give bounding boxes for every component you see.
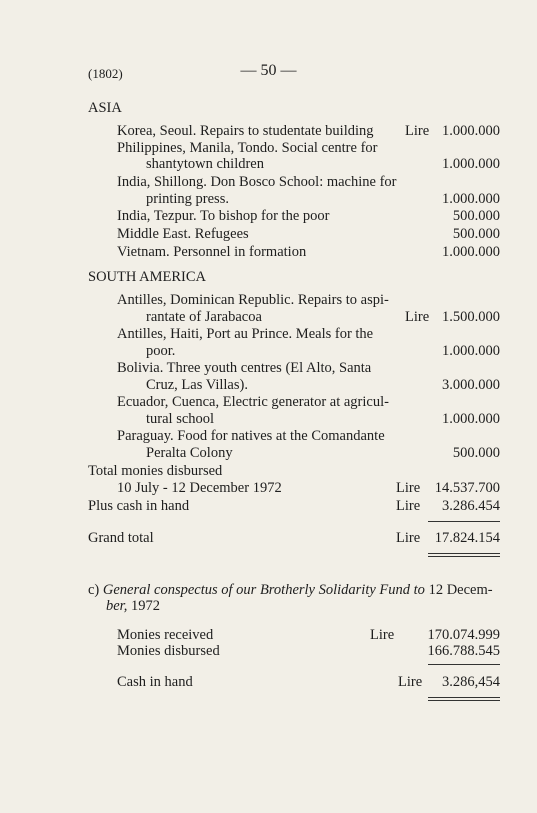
sa-item-2-line-1: Antilles, Haiti, Port au Prince. Meals for the	[117, 326, 374, 342]
sa-item-3-amount: 3.000.000	[442, 377, 500, 393]
monies-received-amount: 170.074.999	[427, 627, 500, 643]
page-number: — 50 —	[240, 62, 297, 79]
asia-item-4-line-1: India, Tezpur. To bishop for the poor	[117, 208, 330, 224]
cash-final-rule-2	[428, 700, 500, 701]
conspectus-prefix: c)	[88, 582, 100, 598]
sa-item-3-line-2: Cruz, Las Villas).	[146, 377, 248, 393]
sa-item-2-amount: 1.000.000	[442, 343, 500, 359]
cash-in-hand-amount: 3.286.454	[442, 498, 500, 514]
asia-item-5-amount: 500.000	[452, 226, 500, 242]
total-rule	[428, 521, 500, 522]
asia-item-2-line-2: shantytown children	[146, 156, 264, 172]
conspectus-title-line-1	[88, 582, 493, 599]
sa-item-4-line-1: Ecuador, Cuenca, Electric generator at agricul-	[117, 394, 389, 410]
asia-item-1-currency: Lire	[405, 123, 430, 139]
asia-item-2-amount: 1.000.000	[442, 156, 500, 172]
cash-in-hand-final-currency: Lire	[398, 674, 423, 690]
sa-item-1-line-2: rantate of Jarabacoa	[146, 309, 262, 325]
section-title-asia: ASIA	[88, 100, 122, 116]
sa-item-2-line-2: poor.	[146, 343, 176, 359]
grand-total-amount: 17.824.154	[434, 530, 500, 546]
sa-item-1-line-1: Antilles, Dominican Republic. Repairs to aspi-	[117, 292, 389, 308]
asia-item-4-amount: 500.000	[452, 208, 500, 224]
monies-disbursed-amount: 166.788.545	[427, 643, 500, 659]
sa-item-4-line-2: tural school	[146, 411, 215, 427]
sa-item-5-amount: 500.000	[452, 445, 500, 461]
conspectus-rule	[428, 664, 500, 665]
monies-received-label: Monies received	[117, 627, 214, 643]
asia-item-3-amount: 1.000.000	[442, 191, 500, 207]
monies-received-currency: Lire	[370, 627, 395, 643]
asia-item-6-amount: 1.000.000	[442, 244, 500, 260]
monies-disbursed-label: Monies disbursed	[117, 643, 220, 659]
sa-item-1-amount: 1.500.000	[442, 309, 500, 325]
asia-item-6-line-1: Vietnam. Personnel in formation	[117, 244, 307, 260]
grand-total-label: Grand total	[88, 530, 154, 546]
cash-in-hand-final-amount: 3.286,454	[442, 674, 500, 690]
asia-item-3-line-1: India, Shillong. Don Bosco School: machine for	[117, 174, 397, 190]
document-number: (1802)	[88, 66, 123, 81]
conspectus-title-year: 1972	[130, 598, 160, 614]
asia-item-1-line-1: Korea, Seoul. Repairs to studentate building	[117, 123, 374, 139]
sa-item-1-currency: Lire	[405, 309, 430, 325]
total-disbursed-label: Total monies disbursed	[88, 463, 223, 479]
sa-item-4-amount: 1.000.000	[442, 411, 500, 427]
conspectus-title-italic: General conspectus of our Brotherly Solidarity Fund to	[102, 582, 425, 598]
total-disbursed-period: 10 July - 12 December 1972	[117, 480, 282, 496]
grand-total-rule-1	[428, 553, 500, 554]
cash-in-hand-label: Plus cash in hand	[88, 498, 190, 514]
asia-item-1-amount: 1.000.000	[442, 123, 500, 139]
cash-final-rule-1	[428, 697, 500, 698]
conspectus-title-italic-2: ber,	[106, 598, 128, 614]
conspectus-title-date: 12 Decem-	[428, 582, 493, 598]
cash-in-hand-final-label: Cash in hand	[117, 674, 193, 690]
sa-item-3-line-1: Bolivia. Three youth centres (El Alto, Santa	[117, 360, 372, 376]
sa-item-5-line-1: Paraguay. Food for natives at the Comandante	[117, 428, 385, 444]
conspectus-title-line-2	[106, 598, 160, 615]
grand-total-rule-2	[428, 556, 500, 557]
cash-in-hand-currency: Lire	[396, 498, 421, 514]
asia-item-2-line-1: Philippines, Manila, Tondo. Social centre for	[117, 140, 378, 156]
sa-item-5-line-2: Peralta Colony	[146, 445, 233, 461]
total-disbursed-currency: Lire	[396, 480, 421, 496]
grand-total-currency: Lire	[396, 530, 421, 546]
asia-item-3-line-2: printing press.	[146, 191, 229, 207]
total-disbursed-amount: 14.537.700	[434, 480, 500, 496]
asia-item-5-line-1: Middle East. Refugees	[117, 226, 249, 242]
section-title-south-america: SOUTH AMERICA	[88, 269, 207, 285]
